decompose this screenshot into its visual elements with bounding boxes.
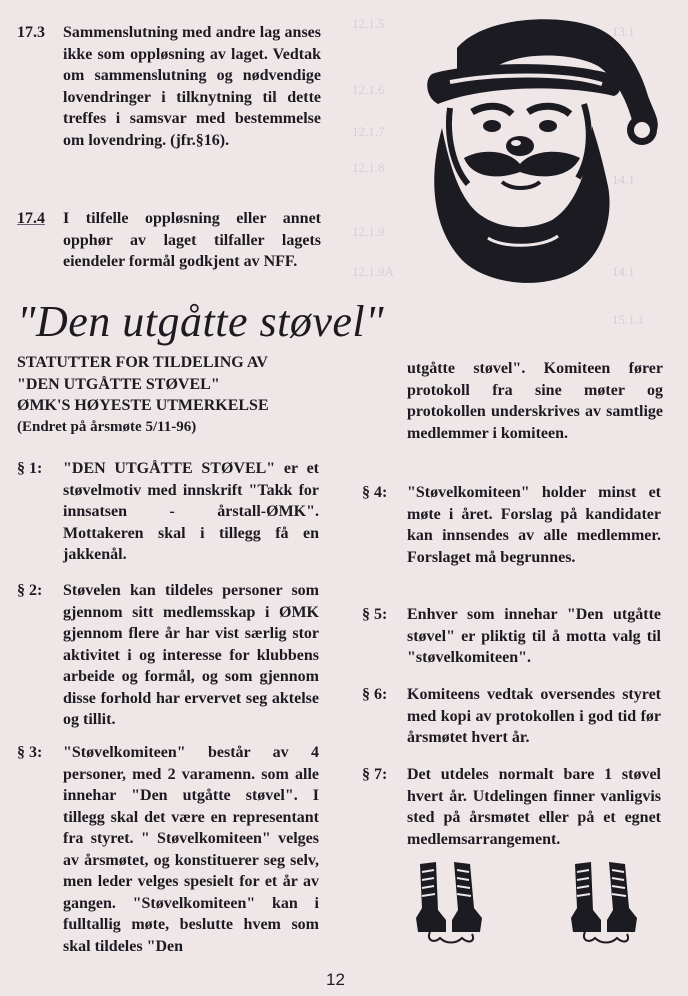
paragraph-number: § 3: [17,744,43,761]
section-number: 17.3 [17,24,45,41]
boots-illustration-right [565,858,645,948]
paragraph-7 [362,764,662,854]
heading-line-3: ØMK'S HØYESTE UTMERKELSE [17,397,269,414]
heading-line-2: "DEN UTGÅTTE STØVEL" [17,375,220,393]
heading-line-1: STATUTTER FOR TILDELING AV [17,354,268,371]
page-number: 12 [326,970,345,989]
santa-head-illustration [402,8,672,293]
paragraph-5 [362,604,662,674]
article-title: "Den utgåtte støvel" [17,297,385,346]
paragraph-text: "Støvelkomiteen" består av 4 personer, med 2 varamenn. som alle innehar "Den utgåtte støvel". I tillegg skal det være en representant fra styret. " Støvelkomiteen" velges av årsmøtet, og konstituerer seg selv, men leder velges spesielt for et år av gangen. "Støvelkomiteen" kan i fulltallig møte, beslutte hvem som skal tildeles "Den [63,744,319,955]
paragraph-3-continuation [407,358,663,458]
section-17-3 [17,22,322,192]
paragraph-text: Enhver som innehar "Den utgåtte støvel" er pliktig til å motta valg til "støvelkomiteen". [407,606,661,666]
statutes-heading [17,352,322,438]
paragraph-4 [362,482,662,592]
section-text: I tilfelle oppløsning eller annet opphør av laget tilfaller lagets eiendeler formål godkjent av NFF. [63,210,321,270]
paragraph-text: "Støvelkomiteen" holder minst et møte i året. Forslag på kandidater kan innsendes av alle medlemmer. Forslaget må begrunnes. [407,484,661,566]
paragraph-text: Komiteens vedtak oversendes styret med kopi av protokollen i god tid før årsmøtet hvert år. [407,686,661,746]
heading-line-4: (Endret på årsmøte 5/11-96) [17,418,197,435]
paragraph-text: Støvelen kan tildeles personer som gjennom sitt medlemsskap i ØMK gjennom flere år har vist særlig stor aktivitet i og interesse for klubbens arbeide og formål, og som gjennom disse forhold har ervervet seg aktelse og tillit. [63,582,319,728]
paragraph-number: § 5: [362,606,388,623]
paragraph-2 [17,580,322,730]
paragraph-1 [17,458,322,568]
paragraph-text: Det utdeles normalt bare 1 støvel hvert år. Utdelingen finner vanligvis sted på årsmøtet eller på et egnet medlemsarrangement. [407,766,661,848]
paragraph-number: § 1: [17,460,43,477]
section-text: Sammenslutning med andre lag anses ikke som oppløsning av laget. Vedtak om sammenslutning og nødvendige lovendringer i tilknytning til dette treffes i samsvar med bestemmelse om lovendring. (jfr.§16). [63,24,321,149]
document-page: 12.1.5 12.1.6 12.1.7 12.1.8 12.1.9 12.1.9A 14.1 15.1.1 14.1 13.1 17.3 Sammenslutning med andre lag anses ikke som oppløsning av laget. Vedtak om sammenslutning og nødvendige lovendringer i tilknytning til dette treffes i samsvar med bestemmelse om lovendring. (jfr.§16). 17.4 I tilfelle oppløsning eller annet opphør av laget tilfaller lagets eiendeler formål godkjent av NFF. "Den utgåtte støvel" STATUTTER FOR TILDELING AV "DEN UTGÅTTE STØVEL" ØMK'S HØYESTE UTMERKELSE (Endret på årsmøte 5/11-96) § 1: "DEN UTGÅTTE STØVEL" er et støvelmotiv med innskrift "Takk for innsatsen - årstall-ØMK". Mottakeren skal i tillegg få en jakkenål. § 2: Støvelen kan tildeles personer som gjennom sitt medlemsskap i ØMK gjennom flere år har vist særlig stor aktivitet i og interesse for klubbens arbeide og formål, og som gjennom disse forhold har ervervet seg aktelse og tillit. § 3: "Støvelkomiteen" består av 4 personer, med 2 varamenn. som alle innehar "Den utgåtte støvel". I tillegg skal det være en representant fra styret. " Støvelkomiteen" velges av årsmøtet, og konstituerer seg selv, men leder velges spesielt for et år av gangen. "Støvelkomiteen" kan i fulltallig møte, beslutte hvem som skal tildeles "Den utgåtte støvel". Komiteen fører protokoll fra sine møter og protokollen underskrives av samtlige medlemmer i komiteen. § 4: "Støvelkomiteen" holder minst et møte i året. Forslag på kandidater kan innsendes av alle medlemmer. Forslaget må begrunnes. § 5: Enhver som innehar "Den utgåtte støvel" er pliktig til å motta valg til "støvelkomiteen". § 6: Komiteens vedtak oversendes styret med kopi av protokollen i god tid før årsmøtet hvert år. § 7: Det utdeles normalt bare 1 støvel hvert år. Utdelingen finner vanligvis sted på årsmøtet eller på et egnet medlemsarrangement. 12 [0,0,688,996]
paragraph-text: utgåtte støvel". Komiteen fører protokoll fra sine møter og protokollen underskrives av samtlige medlemmer i komiteen. [407,360,663,442]
section-17-4 [17,208,322,298]
paragraph-number: § 4: [362,484,388,501]
paragraph-number: § 7: [362,766,388,783]
paragraph-number: § 6: [362,686,388,703]
paragraph-text: "DEN UTGÅTTE STØVEL" er et støvelmotiv med innskrift "Takk for innsatsen - årstall-ØMK". Mottakeren skal i tillegg få en jakkenål. [63,460,319,563]
section-number: 17.4 [17,210,45,227]
paragraph-number: § 2: [17,582,43,599]
boots-illustration-left [410,858,490,948]
paragraph-6 [362,684,662,754]
paragraph-3 [17,742,322,967]
